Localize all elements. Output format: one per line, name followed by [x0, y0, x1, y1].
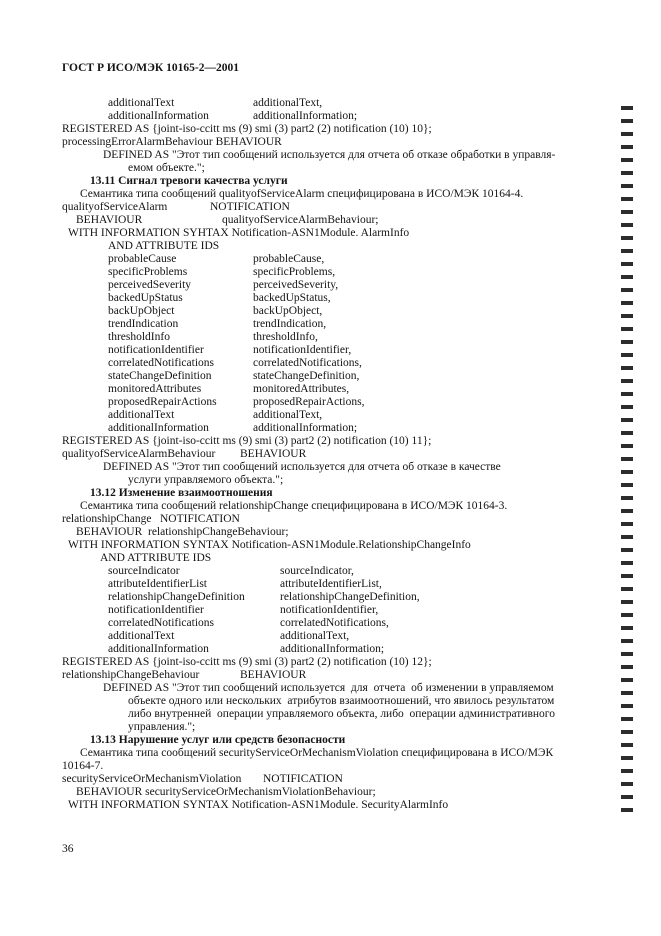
text-segment: relationshipChangeBehaviour — [62, 669, 200, 681]
text-segment: BEHAVIOUR — [240, 669, 307, 681]
text-line — [0, 565, 661, 578]
text-line — [0, 669, 661, 682]
text-segment: управления."; — [128, 721, 196, 733]
text-segment: specificProblems, — [253, 266, 336, 278]
page-number: 36 — [62, 843, 74, 855]
text-segment: 10164-7. — [62, 760, 104, 772]
text-segment: DEFINED AS "Этот тип сообщений используется для отчета об отказе в качестве — [103, 461, 501, 473]
text-line — [0, 786, 661, 799]
text-line — [0, 214, 661, 227]
text-segment: thresholdInfo, — [253, 331, 318, 343]
text-segment: backedUpStatus — [108, 292, 183, 304]
text-segment: DEFINED AS "Этот тип сообщений используется для отчета об изменении в управляемом — [103, 682, 554, 694]
text-segment: BEHAVIOUR — [240, 448, 307, 460]
text-line — [0, 123, 661, 136]
text-segment: relationshipChange — [62, 513, 152, 525]
text-line — [0, 773, 661, 786]
text-segment: attributeIdentifierList — [108, 578, 207, 590]
text-segment: notificationIdentifier — [108, 344, 204, 356]
text-segment: notificationIdentifier — [108, 604, 204, 616]
text-line — [0, 604, 661, 617]
text-segment: BEHAVIOUR — [76, 526, 143, 538]
text-segment: perceivedSeverity, — [253, 279, 339, 291]
text-segment: NOTIFICATION — [263, 773, 343, 785]
text-line — [0, 279, 661, 292]
text-segment: additionalInformation — [108, 422, 209, 434]
text-segment: объекте одного или нескольких атрибутов взаимоотношений, что явилось результатом — [128, 695, 555, 707]
text-segment: qualityofServiceAlarm — [62, 201, 168, 213]
text-segment: WITH INFORMATION SYNTAX Notification-ASN1Module. SecurityAlarmInfo — [68, 799, 449, 811]
text-line — [0, 591, 661, 604]
text-line — [0, 435, 661, 448]
text-segment: AND ATTRIBUTE IDS — [100, 552, 212, 564]
text-line — [0, 266, 661, 279]
text-line — [0, 630, 661, 643]
text-segment: Семантика типа сообщений securityServiceOrMechanismViolation специфицирована в ИСО/МЭК — [80, 747, 554, 759]
text-segment: REGISTERED AS {joint-iso-ccitt ms (9) smi (3) part2 (2) notification (10) 12}; — [62, 656, 432, 668]
text-segment: WITH INFORMATION SYNTAX Notification-ASN1Module.RelationshipChangeInfo — [68, 539, 471, 551]
text-line — [0, 461, 661, 474]
text-line — [0, 409, 661, 422]
text-line — [0, 747, 661, 760]
text-line — [0, 357, 661, 370]
text-line — [0, 617, 661, 630]
text-segment: correlatedNotifications, — [253, 357, 362, 369]
text-line — [0, 396, 661, 409]
text-segment: backUpObject — [108, 305, 175, 317]
text-line — [0, 370, 661, 383]
text-line — [0, 643, 661, 656]
text-line — [0, 708, 661, 721]
text-line — [0, 149, 661, 162]
text-segment: либо внутренней операции управляемого объекта, либо операции административного — [128, 708, 555, 720]
text-segment: securityServiceOrMechanismViolation — [62, 773, 242, 785]
text-line — [0, 448, 661, 461]
text-line — [0, 539, 661, 552]
text-line — [0, 162, 661, 175]
text-segment: additionalText, — [280, 630, 350, 642]
text-segment: proposedRepairActions, — [253, 396, 365, 408]
text-segment: AND ATTRIBUTE IDS — [108, 240, 220, 252]
text-segment: additionalText, — [253, 409, 323, 421]
text-segment: additionalText — [108, 409, 175, 421]
text-line — [0, 526, 661, 539]
text-line — [0, 734, 661, 747]
text-segment: trendIndication — [108, 318, 179, 330]
text-segment: specificProblems — [108, 266, 188, 278]
text-segment: sourceIndicator — [108, 565, 180, 577]
text-line — [0, 97, 661, 110]
text-line — [0, 578, 661, 591]
text-segment: relationshipChangeDefinition, — [280, 591, 420, 603]
text-line — [0, 695, 661, 708]
text-segment: monitoredAttributes — [108, 383, 202, 395]
text-line — [0, 500, 661, 513]
text-line — [0, 136, 661, 149]
text-line — [0, 513, 661, 526]
text-segment: perceivedSeverity — [108, 279, 192, 291]
text-segment: backUpObject, — [253, 305, 323, 317]
text-segment: WITH INFORMATION SYHTAX Notification-ASN1Module. AlarmInfo — [68, 227, 410, 239]
text-line — [0, 721, 661, 734]
text-segment: BEHAVIOUR — [76, 214, 143, 226]
text-segment: additionalText — [108, 630, 175, 642]
text-line — [0, 240, 661, 253]
text-segment: BEHAVIOUR securityServiceOrMechanismViolationBehaviour; — [76, 786, 376, 798]
text-line — [0, 305, 661, 318]
text-segment: correlatedNotifications, — [280, 617, 389, 629]
text-segment: NOTIFICATION — [160, 513, 240, 525]
text-segment: notificationIdentifier, — [253, 344, 352, 356]
text-segment: monitoredAttributes, — [253, 383, 350, 395]
text-segment: additionalInformation; — [253, 422, 358, 434]
text-segment: additionalText — [108, 97, 175, 109]
text-segment: 13.13 Нарушение услуг или средств безопасности — [90, 734, 346, 746]
text-line — [0, 552, 661, 565]
text-line — [0, 656, 661, 669]
text-segment: trendIndication, — [253, 318, 327, 330]
text-segment: емом объекте."; — [128, 162, 205, 174]
text-segment: processingErrorAlarmBehaviour BEHAVIOUR — [62, 136, 282, 148]
text-segment: sourceIndicator, — [280, 565, 354, 577]
text-line — [0, 682, 661, 695]
text-line — [0, 201, 661, 214]
text-segment: correlatedNotifications — [108, 617, 215, 629]
text-segment: probableCause, — [253, 253, 325, 265]
text-segment: probableCause — [108, 253, 177, 265]
text-segment: 13.12 Изменение взаимоотношения — [90, 487, 273, 499]
text-line — [0, 175, 661, 188]
text-line — [0, 474, 661, 487]
text-segment: qualityofServiceAlarmBehaviour; — [222, 214, 379, 226]
text-segment: relationshipChangeBehaviour; — [148, 526, 289, 538]
text-segment: additionalText, — [253, 97, 323, 109]
text-segment: additionalInformation; — [280, 643, 385, 655]
text-line — [0, 110, 661, 123]
text-line — [0, 760, 661, 773]
text-line — [0, 383, 661, 396]
text-segment: proposedRepairActions — [108, 396, 217, 408]
text-segment: DEFINED AS "Этот тип сообщений используется для отчета об отказе обработки в управля- — [103, 149, 556, 161]
text-segment: backedUpStatus, — [253, 292, 331, 304]
text-line — [0, 292, 661, 305]
document-header: ГОСТ Р ИСО/МЭК 10165-2—2001 — [62, 62, 239, 74]
document-body — [0, 97, 661, 812]
text-line — [0, 344, 661, 357]
text-segment: correlatedNotifications — [108, 357, 215, 369]
text-segment: REGISTERED AS {joint-iso-ccitt ms (9) smi (3) part2 (2) notification (10) 10}; — [62, 123, 432, 135]
text-segment: NOTIFICATION — [210, 201, 290, 213]
text-line — [0, 253, 661, 266]
text-segment: услуги управляемого объекта."; — [128, 474, 284, 486]
text-segment: thresholdInfo — [108, 331, 170, 343]
text-segment: additionalInformation; — [253, 110, 358, 122]
text-segment: qualityofServiceAlarmBehaviour — [62, 448, 216, 460]
text-segment: additionalInformation — [108, 643, 209, 655]
text-segment: stateChangeDefinition, — [253, 370, 360, 382]
text-segment: Семантика типа сообщений relationshipChange специфицирована в ИСО/МЭК 10164-3. — [80, 500, 508, 512]
text-segment: Семантика типа сообщений qualityofServiceAlarm специфицирована в ИСО/МЭК 10164-4. — [80, 188, 524, 200]
text-segment: attributeIdentifierList, — [280, 578, 382, 590]
text-segment: 13.11 Сигнал тревоги качества услуги — [90, 175, 288, 187]
text-segment: stateChangeDefinition — [108, 370, 212, 382]
text-line — [0, 331, 661, 344]
scan-artifact-marks — [621, 106, 633, 818]
text-segment: relationshipChangeDefinition — [108, 591, 245, 603]
text-segment: notificationIdentifier, — [280, 604, 379, 616]
text-segment: additionalInformation — [108, 110, 209, 122]
text-line — [0, 188, 661, 201]
text-line — [0, 799, 661, 812]
text-line — [0, 318, 661, 331]
text-line — [0, 422, 661, 435]
text-line — [0, 227, 661, 240]
text-line — [0, 487, 661, 500]
text-segment: REGISTERED AS {joint-iso-ccitt ms (9) smi (3) part2 (2) notification (10) 11}; — [62, 435, 432, 447]
